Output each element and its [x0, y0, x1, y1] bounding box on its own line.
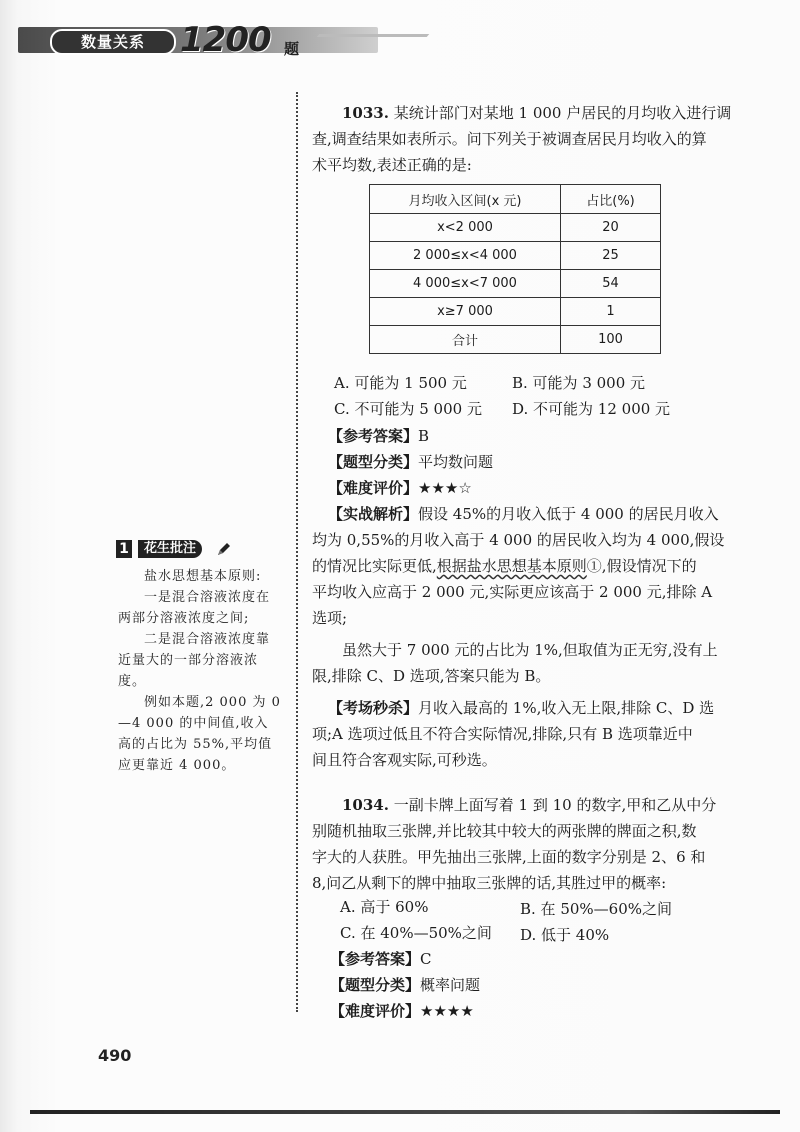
table-cell: x<2 000: [370, 214, 561, 242]
table-cell: 2 000≤x<4 000: [370, 242, 561, 270]
analysis-line3a: 的情况比实际更低,: [312, 557, 437, 575]
bottom-rule: [30, 1110, 780, 1114]
pen-icon: [216, 541, 232, 561]
analysis-line5: 选项;: [312, 609, 348, 627]
q1034-stem: [312, 792, 757, 896]
page-number: 490: [98, 1046, 132, 1065]
sidebar-para3: 二是混合溶液浓度靠近量大的一部分溶液浓度。: [118, 632, 271, 689]
analysis-p2-line2: 限,排除 C、D 选项,答案只能为 B。: [312, 667, 551, 685]
q1034-option-b: B. 在 50%—60%之间: [520, 900, 673, 918]
income-table: [369, 184, 661, 354]
table-cell: 54: [561, 270, 661, 298]
q1033-option-c: C. 不可能为 5 000 元: [334, 400, 482, 418]
banner-category: 数量关系: [50, 29, 176, 55]
table-cell: 20: [561, 214, 661, 242]
sidebar-para4: 例如本题,2 000 为 0—4 000 的中间值,收入高的占比为 55%,平均值应更靠近 4 000。: [118, 695, 281, 773]
answer-label: 【参考答案】: [328, 427, 419, 445]
difficulty-label: 【难度评价】: [328, 479, 419, 497]
q1033-stem-line1: 某统计部门对某地 1 000 户居民的月均收入进行调: [393, 104, 732, 122]
q1034-type: [330, 972, 480, 998]
answer-label: 【参考答案】: [330, 950, 421, 968]
sidebar-number: 1: [116, 540, 132, 558]
banner-number: 1200: [180, 20, 271, 60]
q1033-option-b: B. 可能为 3 000 元: [512, 374, 646, 392]
analysis-p2-line1: 虽然大于 7 000 元的占比为 1%,但取值为正无穷,没有上: [342, 641, 718, 659]
type-value: 概率问题: [420, 976, 481, 994]
analysis-line4: 平均收入应高于 2 000 元,实际更应该高于 2 000 元,排除 A: [312, 583, 713, 601]
sidebar-para2: 一是混合溶液浓度在两部分溶液浓度之间;: [118, 590, 271, 626]
table-row: [370, 270, 661, 298]
table-row: [370, 298, 661, 326]
table-cell: x≥7 000: [370, 298, 561, 326]
table-row: [370, 214, 661, 242]
q1033-stem: [312, 100, 742, 178]
q1033-type: [328, 449, 493, 475]
q1033-difficulty: [328, 475, 472, 501]
sidebar-note: [118, 566, 282, 776]
analysis-line3: [312, 553, 752, 579]
table-cell: 25: [561, 242, 661, 270]
difficulty-stars: ★★★★: [420, 1002, 474, 1020]
type-value: 平均数问题: [418, 453, 494, 471]
sidebar-para1: 盐水思想基本原则:: [144, 569, 262, 584]
q1034-answer: [330, 946, 432, 972]
analysis-line2: 均为 0,55%的月收入高于 4 000 的居民收入均为 4 000,假设: [312, 531, 725, 549]
saltwater-principle-ref: 根据盐水思想基本原则: [436, 557, 587, 575]
q1034-difficulty: [330, 998, 474, 1024]
quick-line3: 间且符合客观实际,可秒选。: [312, 751, 497, 769]
difficulty-stars: ★★★☆: [418, 479, 472, 497]
type-label: 【题型分类】: [328, 453, 419, 471]
q1033-option-a: A. 可能为 1 500 元: [334, 374, 467, 392]
q1033-number: 1033.: [342, 104, 389, 122]
banner-suffix: 题: [284, 40, 300, 58]
difficulty-label: 【难度评价】: [330, 1002, 421, 1020]
analysis-label: 【实战解析】: [328, 505, 419, 523]
q1034-option-a: A. 高于 60%: [340, 898, 429, 916]
table-header-cell: 月均收入区间(x 元): [370, 185, 561, 214]
table-cell: 4 000≤x<7 000: [370, 270, 561, 298]
q1033-analysis: [312, 501, 752, 773]
column-divider: [296, 92, 298, 1012]
table-cell: 合计: [370, 326, 561, 354]
quick-line1: 月收入最高的 1%,收入无上限,排除 C、D 选: [418, 699, 715, 717]
table-row: [370, 242, 661, 270]
q1033-stem-line3: 术平均数,表述正确的是:: [312, 156, 472, 174]
q1033-answer: [328, 423, 429, 449]
q1034-option-d: D. 低于 40%: [520, 926, 610, 944]
q1034-number: 1034.: [342, 796, 389, 814]
answer-value: B: [418, 427, 430, 445]
analysis-line1: 假设 45%的月收入低于 4 000 的居民月收入: [418, 505, 719, 523]
q1034-option-c: C. 在 40%—50%之间: [340, 924, 492, 942]
q1033-option-d: D. 不可能为 12 000 元: [512, 400, 671, 418]
sidebar-title: 花生批注: [138, 540, 202, 558]
q1034-stem-line4: 8,问乙从剩下的牌中抽取三张牌的话,其胜过甲的概率:: [312, 874, 667, 892]
analysis-line3c: ①,假设情况下的: [586, 557, 697, 575]
answer-value: C: [420, 950, 432, 968]
quick-line2: 项;A 选项过低且不符合实际情况,排除,只有 B 选项靠近中: [312, 725, 693, 743]
table-cell: 1: [561, 298, 661, 326]
header-banner: [18, 20, 438, 60]
quick-label: 【考场秒杀】: [328, 699, 419, 717]
table-header-row: [370, 185, 661, 214]
q1034-stem-line3: 字大的人获胜。甲先抽出三张牌,上面的数字分别是 2、6 和: [312, 848, 706, 866]
q1034-stem-line2: 别随机抽取三张牌,并比较其中较大的两张牌的牌面之积,数: [312, 822, 697, 840]
type-label: 【题型分类】: [330, 976, 421, 994]
banner-stripe: [317, 34, 430, 37]
sidebar-header: [116, 540, 238, 560]
table-header-cell: 占比(%): [561, 185, 661, 214]
q1034-stem-line1: 一副卡牌上面写着 1 到 10 的数字,甲和乙从中分: [393, 796, 717, 814]
table-cell: 100: [561, 326, 661, 354]
q1033-stem-line2: 查,调查结果如表所示。问下列关于被调查居民月均收入的算: [312, 130, 707, 148]
table-row: [370, 326, 661, 354]
